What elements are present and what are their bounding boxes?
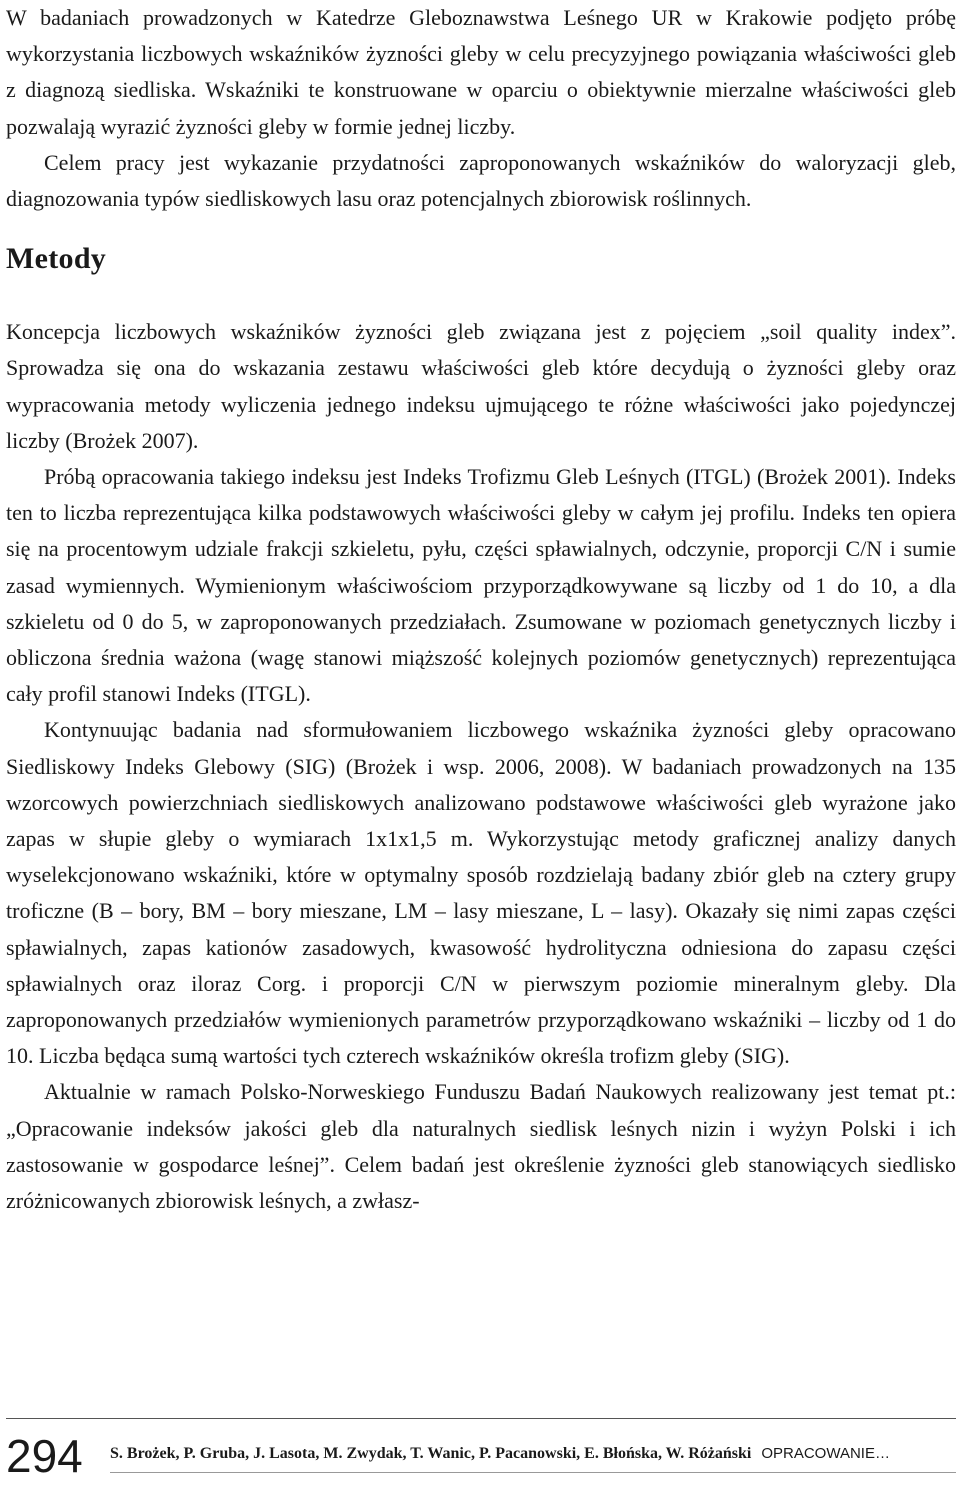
footer-authors: S. Brożek, P. Gruba, J. Lasota, M. Zwydak, T. Wanic, P. Pacanowski, E. Błońska, W. Różański <box>110 1445 752 1462</box>
intro-paragraph-2: Celem pracy jest wykazanie przydatności zaproponowanych wskaźników do waloryzacji gleb, diagnozowania typów siedliskowych lasu oraz potencjalnych zbiorowisk roślinnych. <box>6 149 956 212</box>
intro-paragraph-1: W badaniach prowadzonych w Katedrze Gleboznawstwa Leśnego UR w Krakowie podjęto próbę wykorzystania liczbowych wskaźników żyzności gleby w celu precyzyjnego powiązania właściwości gleb z diagnozą siedliska. Wskaźniki te konstruowane w oparciu o obiektywnie mierzalne właściwości gleb pozwalają wyrazić żyzności gleby w formie jednej liczby. <box>6 5 956 139</box>
page-number: 294 <box>6 1430 83 1482</box>
methods-paragraph-3: Kontynuując badania nad sformułowaniem liczbowego wskaźnika żyzności gleby opracowano Siedliskowy Indeks Glebowy (SIG) (Brożek i wsp. 2006, 2008). W badaniach prowadzonych na 135 wzorcowych powierzchniach siedliskowych analizowano podstawowe właściwości gleb wyrażone jako zapas w słupie gleby o wymiarach 1x1x1,5 m. Wykorzystując metody graficznej analizy danych wyselekcjonowano wskaźniki, które w optymalny sposób rozdzielają badany zbiór gleb na cztery grupy troficzne (B – bory, BM – bory mieszane, LM – lasy mieszane, L – lasy). Okazały się nimi zapas części spławialnych, zapas kationów zasadowych, kwasowość hydrolityczna odniesiona do zapasu części spławialnych oraz iloraz Corg. i proporcji C/N w pierwszym poziomie mineralnym gleby. Dla zaproponowanych przedziałów wymienionych parametrów przyporządkowano wskaźniki – liczby od 1 do 10. Liczba będąca sumą wartości tych czterech wskaźników określa trofizm gleby (SIG). <box>6 717 956 1069</box>
methods-paragraph-4: Aktualnie w ramach Polsko-Norweskiego Funduszu Badań Naukowych realizowany jest temat pt.: „Opracowanie indeksów jakości gleb dla naturalnych siedlisk leśnych nizin i wyżyn Polski i ich zastosowanie w gospodarce leśnej”. Celem badań jest określenie żyzności gleb stanowiących siedlisko zróżnicowanych zbiorowisk leśnych, a zwłasz- <box>6 1079 956 1214</box>
section-heading-methods: Metody <box>6 242 107 276</box>
footer-underline <box>110 1472 956 1473</box>
methods-paragraph-2: Próbą opracowania takiego indeksu jest Indeks Trofizmu Gleb Leśnych (ITGL) (Brożek 2001). Indeks ten to liczba reprezentująca kilka podstawowych właściwości gleby w całym jej profilu. Indeks ten opiera się na procentowym udziale frakcji szkieletu, pyłu, części spławialnych, odczynie, proporcji C/N i sumie zasad wymiennych. Wymienionym właściwościom przyporządkowywane są liczby od 1 do 10, a dla szkieletu od 0 do 5, w zaproponowanych przedziałach. Zsumowane w poziomach genetycznych liczby i obliczona średnia ważona (wagę stanowi miąższość kolejnych poziomów genetycznych) reprezentująca cały profil stanowi Indeks (ITGL). <box>6 464 956 707</box>
document-page <box>6 0 956 1219</box>
footer-title: OPRACOWANIE… <box>761 1445 890 1462</box>
methods-section <box>6 314 956 1219</box>
footer-divider <box>6 1418 956 1419</box>
methods-paragraph-1: Koncepcja liczbowych wskaźników żyzności gleb związana jest z pojęciem „soil quality index”. Sprowadza się ona do wskazania zestawu właściwości gleb które decydują o żyzności gleby oraz wypracowania metody wyliczenia jednego indeksu ujmującego te różne właściwości jako pojedynczej liczby (Brożek 2007). <box>6 319 956 453</box>
running-footer <box>110 1444 956 1464</box>
intro-section <box>6 0 956 217</box>
